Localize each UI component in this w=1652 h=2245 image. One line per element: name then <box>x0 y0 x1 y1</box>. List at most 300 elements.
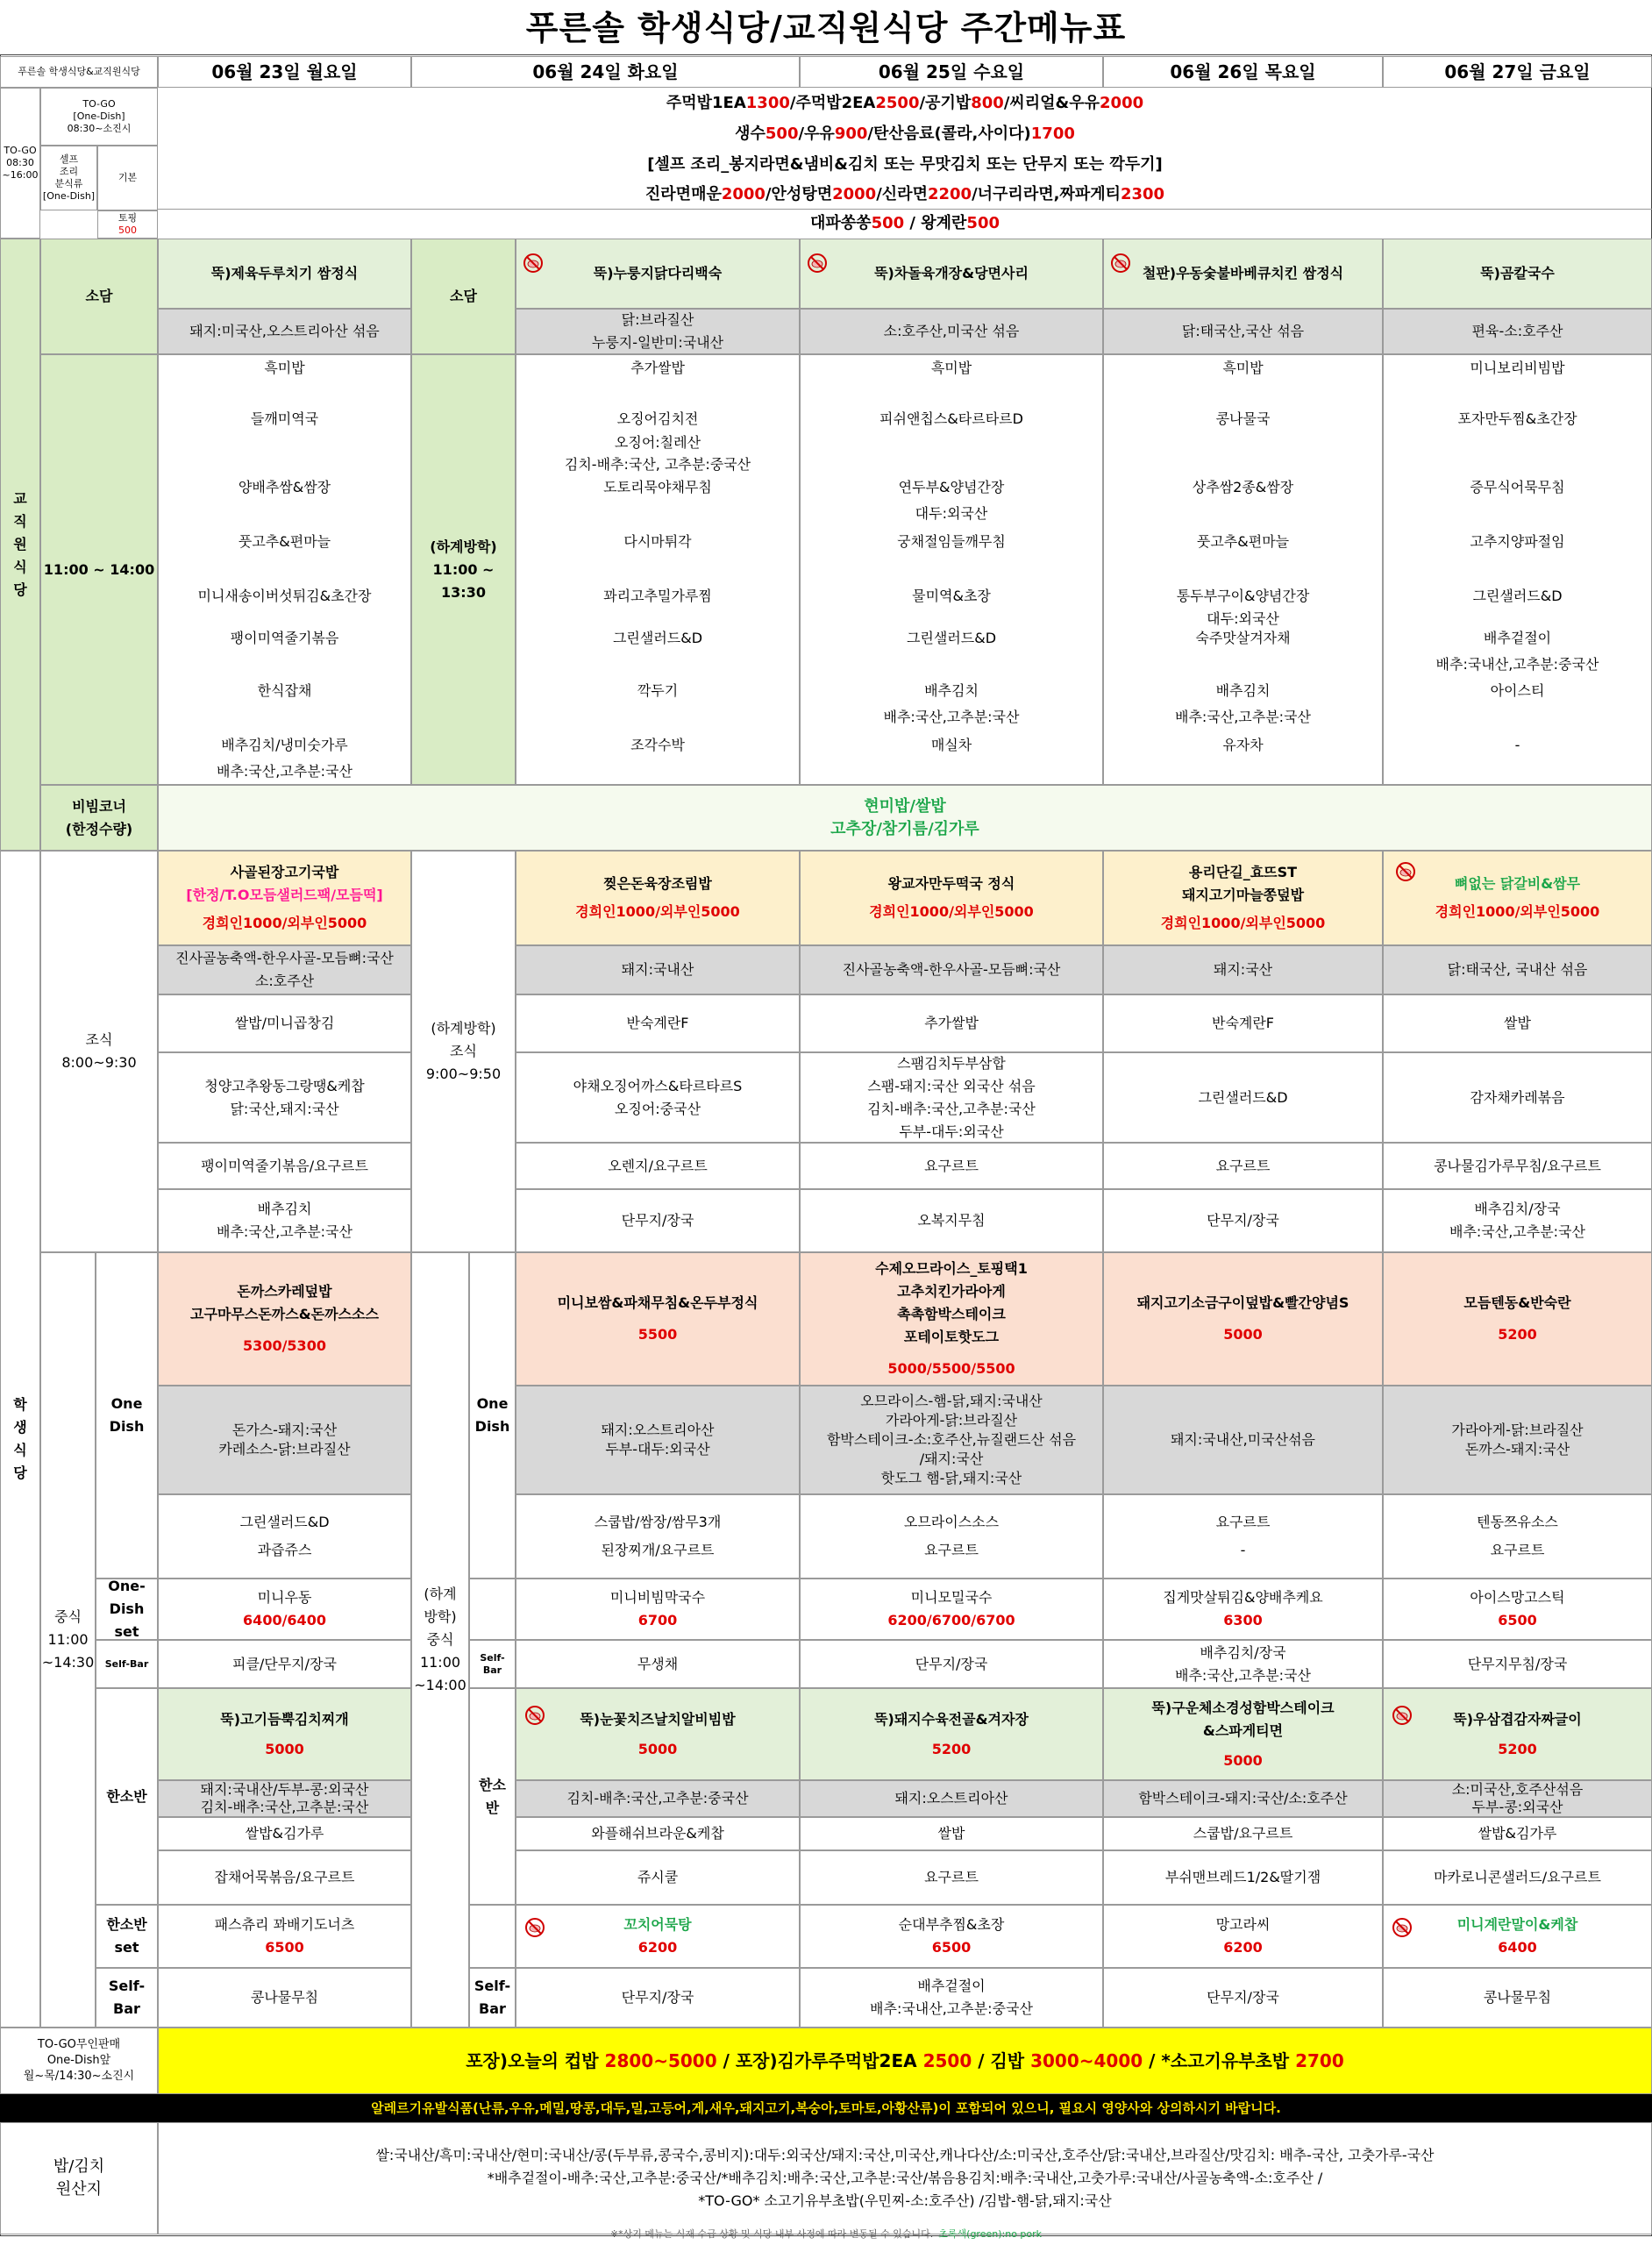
breakfast-item: 반숙계란F <box>1211 1015 1275 1031</box>
onedish-price: 5500 <box>637 1326 678 1343</box>
item-text: /공기밥 <box>919 94 972 112</box>
onedish-sides-2 <box>516 1494 800 1579</box>
no-pork-icon <box>523 253 544 274</box>
student-label-char: 당 <box>13 1465 27 1481</box>
bibim-label <box>40 785 158 851</box>
origin-note-line: *TO-GO* 소고기유부초밥(우민찌-소:호주산) /김밥-햄-닭,돼지:국산 <box>698 2192 1112 2209</box>
onedish-set-price: 6400/6400 <box>243 1612 326 1629</box>
sodam-text: 소담 <box>450 288 477 304</box>
lunch-label <box>40 1252 96 2028</box>
onedish-line: One <box>110 1395 143 1412</box>
bibim-line: 고추장/참기름/김가루 <box>830 819 979 838</box>
selfbar-item: 배추김치/장국 <box>1200 1643 1286 1661</box>
side-dish: 미니새송이버섯튀김&초간장 <box>197 588 372 604</box>
togo-onedish-line: 08:30~소진시 <box>67 123 132 134</box>
hansoban-r1-2 <box>516 1817 800 1850</box>
side-dish: 쌀밥&김가루 <box>1478 1825 1557 1842</box>
onedish-price: 5300/5300 <box>243 1337 326 1354</box>
sodam-text: 소담 <box>85 288 113 304</box>
side-dish: 도토리묵야채무침 <box>603 479 712 495</box>
footnote-text: ※*상기 메뉴는 식재 수급 상황 및 식당 내부 사정에 따라 변동될 수 있습니다. <box>609 2228 934 2240</box>
hansoban-set-price: 6500 <box>931 1939 972 1956</box>
origin-line: 돼지:오스트리아산 <box>894 1790 1008 1807</box>
side-dish: 추가쌀밥 <box>630 360 685 376</box>
student-label-char: 식 <box>13 1442 27 1458</box>
hansoban-set-name: 꼬치어묵탕 <box>623 1916 692 1933</box>
breakfast-r1-2 <box>516 994 800 1052</box>
breakfast-item: 쌀밥/미니곱창김 <box>234 1015 335 1031</box>
selfbar-text: Self-Bar <box>104 1657 149 1670</box>
breakfast-item: 김치-배추:국산,고추분:국산 <box>867 1100 1036 1117</box>
staff-label-char: 당 <box>13 581 27 598</box>
price-text: 2000 <box>721 184 765 203</box>
hs-selfbar-label <box>96 1968 158 2028</box>
origin-line: 돼지:미국산,오스트리아산 섞음 <box>189 323 380 339</box>
item-text: 포장)오늘의 컵밥 <box>466 2050 605 2071</box>
selfbar-label-2 <box>469 1640 516 1688</box>
origin-line: 닭:태국산,국산 섞음 <box>1181 323 1305 339</box>
breakfast-r1-4 <box>1103 994 1383 1052</box>
breakfast-r3-3 <box>800 1143 1103 1189</box>
hansoban-origin-1 <box>158 1780 411 1817</box>
togo-side-line: TO-GO <box>4 145 37 156</box>
no-pork-icon <box>1395 861 1416 882</box>
side-dish: 고추지양파절임 <box>1470 533 1565 550</box>
corner-text: 푸른솔 학생식당&교직원식당 <box>18 66 140 77</box>
price-text: 500 <box>871 214 905 232</box>
staff-label-char: 교 <box>13 490 27 507</box>
hansoban-main-5 <box>1383 1688 1652 1780</box>
staff-label-char: 식 <box>13 559 27 575</box>
side-dish: 부쉬맨브레드1/2&딸기잼 <box>1164 1869 1321 1885</box>
origin-line: /돼지:국산 <box>919 1450 984 1467</box>
item-text: / 포장)김가루주먹밥2EA <box>716 2050 923 2071</box>
origin-note-line: 쌀:국내산/흑미:국내산/현미:국내산/콩(두부류,콩국수,콩비지):대두:외국산/돼지:국산,미국산,캐나다산/소:미국산,호주산/닭:국내산,브라질산/맛김치: 배추-국산, 고춧가루-국산 <box>375 2147 1435 2163</box>
onedish-price: 5200 <box>1498 1326 1537 1343</box>
hansoban-origin-3 <box>800 1780 1103 1817</box>
day-header-5 <box>1383 56 1652 88</box>
selfbar-line: Bar <box>113 2000 140 2017</box>
origin-line: 닭:브라질산 <box>621 311 694 328</box>
breakfast-item: 팽이미역줄기볶음/요구르트 <box>201 1157 368 1174</box>
togo-onedish-line: TO-GO <box>82 98 116 110</box>
origin-line: 소:호주산,미국산 섞음 <box>883 323 1020 339</box>
divider <box>158 209 1652 210</box>
breakfast-r3-4 <box>1103 1143 1383 1189</box>
breakfast-vac-line: 9:00~9:50 <box>425 1065 502 1082</box>
hansoban-label-2 <box>469 1688 516 1905</box>
day-header-2 <box>411 56 800 88</box>
price-text: 2200 <box>927 184 972 203</box>
hs-selfbar-2 <box>516 1968 800 2028</box>
side-dish: 물미역&초장 <box>912 588 991 604</box>
onedish-set-3 <box>800 1579 1103 1640</box>
selfbar-item: 배추:국산,고추분:국산 <box>1175 1666 1311 1684</box>
hansoban-set-name: 패스츄리 꽈배기도너츠 <box>214 1916 355 1933</box>
onedish-line: Dish <box>109 1418 145 1435</box>
togo-line-4 <box>158 180 1652 209</box>
allergy-bar <box>0 2094 1652 2122</box>
side-dish: 잡채어묵볶음/요구르트 <box>214 1869 355 1885</box>
side-dish: 궁채절임들깨무침 <box>897 533 1006 550</box>
item-text: / 왕계란 <box>904 214 967 232</box>
side-dish: 쥬시쿨 <box>637 1869 679 1885</box>
price-text: 900 <box>834 125 868 143</box>
hansoban-r1-4 <box>1103 1817 1383 1850</box>
hansoban-set-5 <box>1383 1905 1652 1968</box>
side-dish: 마카로니콘샐러드/요구르트 <box>1434 1869 1601 1885</box>
breakfast-price: 경희인1000/외부인5000 <box>575 903 740 920</box>
onedish-set-line: set <box>114 1623 139 1640</box>
onedish-set-name: 집게맛살튀김&양배추케요 <box>1163 1589 1323 1606</box>
onedish-price: 5000 <box>1223 1326 1263 1343</box>
onedish-dish-line: 돈까스카레덮밥 <box>237 1283 332 1300</box>
staff-main-2 <box>516 239 800 309</box>
price-text: 500 <box>765 125 799 143</box>
hansoban-set-price: 6200 <box>637 1939 678 1956</box>
student-label-char: 학 <box>13 1396 27 1413</box>
side-dish: 풋고추&편마늘 <box>1196 533 1290 550</box>
staff-sodam-label <box>40 239 158 354</box>
onedish-main-3 <box>800 1252 1103 1386</box>
togo-unmanned-line: 월~목/14:30~소진시 <box>23 2070 135 2083</box>
student-label-char: 생 <box>13 1419 27 1436</box>
breakfast-price: 경희인1000/외부인5000 <box>1435 903 1600 920</box>
price-text: 800 <box>971 94 1004 112</box>
selfbar-item: 콩나물무침 <box>250 1989 319 2006</box>
origin-line: 핫도그 햄-닭,돼지:국산 <box>880 1470 1022 1486</box>
onedish-dish-line: 고추치킨가라아게 <box>897 1283 1006 1300</box>
breakfast-item: 닭:국산,돼지:국산 <box>230 1100 339 1117</box>
staff-origin-1 <box>158 309 411 354</box>
vac-time-line: (하계방학) <box>430 538 497 555</box>
togo-banner-line <box>466 2049 1344 2072</box>
side-dish: 한식잡채 <box>257 682 312 699</box>
hansoban-dish-line: 뚝)우삼겹감자짜글이 <box>1453 1710 1582 1728</box>
origin-line: 두부-대두:외국산 <box>605 1441 710 1457</box>
side-dish: 풋고추&편마늘 <box>238 533 331 550</box>
side-dish: 들깨미역국 <box>250 410 319 427</box>
selfbar-line: Self- <box>108 1978 146 1994</box>
togo-topping-label <box>97 210 158 239</box>
staff-origin-2 <box>516 309 800 354</box>
hansoban-dish-line: &스파게티면 <box>1202 1721 1284 1739</box>
side-dish: 그린샐러드&D <box>612 630 703 646</box>
hansoban-set-2 <box>516 1905 800 1968</box>
hansoban-r2-2 <box>516 1850 800 1905</box>
side-dish: 흑미밥 <box>264 360 305 376</box>
day-label: 06월 23일 월요일 <box>211 61 358 82</box>
hansoban-main-1 <box>158 1688 411 1780</box>
breakfast-item: 배추:국산,고추분:국산 <box>217 1223 352 1240</box>
no-pork-icon <box>1392 1917 1413 1938</box>
main-dish-name: 뚝)누룽지닭다리백숙 <box>593 265 723 282</box>
side-dish: 상추쌈2종&쌈장 <box>1192 479 1294 495</box>
breakfast-item: 배추김치/장국 <box>1474 1201 1561 1217</box>
breakfast-dish-line: 뼈없는 닭갈비&쌈무 <box>1454 875 1581 892</box>
breakfast-r4-4 <box>1103 1189 1383 1252</box>
no-pork-icon <box>1392 1705 1413 1726</box>
staff-label <box>0 239 40 851</box>
onedish-origin-1 <box>158 1386 411 1494</box>
origin-line: 돼지:국내산 <box>621 961 694 978</box>
onedish-price: 5000/5500/5500 <box>887 1360 1015 1377</box>
onedish-main-4 <box>1103 1252 1383 1386</box>
origin-line: 진사골농축액-한우사골-모듬뼈:국산 <box>842 961 1061 978</box>
hansoban-price: 5000 <box>265 1740 304 1757</box>
hansoban-price: 5200 <box>931 1740 972 1757</box>
onedish-dish-line: 미니보쌈&파채무침&온두부정식 <box>557 1294 758 1311</box>
side-dish: 요구르트 <box>1215 1514 1271 1530</box>
selfbar-item: 배추겉절이 <box>917 1978 986 1994</box>
onedish-set-5 <box>1383 1579 1652 1640</box>
lunch-label-line: 11:00 <box>47 1631 89 1648</box>
origin-line: 카레소스-닭:브라질산 <box>218 1441 351 1457</box>
side-dish: 김치-배추:국산, 고추분:중국산 <box>564 456 751 473</box>
togo-onedish-label <box>40 88 158 146</box>
togo-side-line: 08:30 <box>6 157 34 168</box>
onedish-set-line: Dish <box>109 1600 145 1617</box>
side-dish: 미니보리비빔밥 <box>1470 360 1565 376</box>
togo-line-5 <box>158 209 1652 239</box>
onedish-label <box>96 1252 158 1579</box>
breakfast-origin-2 <box>516 945 800 994</box>
side-dish: 숙주맛살겨자채 <box>1195 630 1291 646</box>
hansoban-origin-2 <box>516 1780 800 1817</box>
hansoban-r1-1 <box>158 1817 411 1850</box>
lunch-vac-line: 11:00 <box>419 1654 461 1671</box>
breakfast-item: 오렌지/요구르트 <box>608 1157 708 1174</box>
breakfast-r2-4 <box>1103 1052 1383 1143</box>
hansoban-dish-line: 뚝)눈꽃치즈날치알비빔밥 <box>580 1710 736 1728</box>
breakfast-r4-3 <box>800 1189 1103 1252</box>
item-text: /주먹밥2EA <box>789 94 876 112</box>
breakfast-item: 배추:국산,고추분:국산 <box>1449 1223 1585 1240</box>
breakfast-dish-line: 사골된장고기국밥 <box>230 864 339 880</box>
item-text: /안성탕면 <box>765 184 833 203</box>
togo-line-1 <box>158 88 1652 119</box>
onedish-main-2 <box>516 1252 800 1386</box>
breakfast-r1-5 <box>1383 994 1652 1052</box>
togo-line-3 <box>158 149 1652 180</box>
main-dish-name: 뚝)차돌육개장&당면사리 <box>874 265 1029 282</box>
origin-line: 함박스테이크-돼지:국산/소:호주산 <box>1138 1790 1348 1807</box>
hansoban-line: 한소 <box>479 1776 506 1793</box>
togo-self-line: [One-Dish] <box>42 190 96 202</box>
breakfast-dish-line: 찢은돈육장조림밥 <box>603 875 712 892</box>
breakfast-extra: [한정/T.O모듬샐러드팩/모듬떡] <box>186 887 383 903</box>
side-dish: 연두부&양념간장 <box>898 479 1005 495</box>
breakfast-r3-1 <box>158 1143 411 1189</box>
origin-line: 가라아게-닭:브라질산 <box>885 1412 1018 1429</box>
side-dish: 요구르트 <box>1490 1542 1545 1558</box>
hs-selfbar-5 <box>1383 1968 1652 2028</box>
selfbar-4 <box>1103 1640 1383 1688</box>
onedish-set-name: 미니비빔막국수 <box>609 1589 706 1606</box>
hansoban-label <box>96 1688 158 1905</box>
breakfast-item: 야채오징어까스&타르타르S <box>573 1077 743 1094</box>
side-dish: 텐동쯔유소스 <box>1477 1514 1558 1530</box>
breakfast-item: 청양고추왕동그랑땡&케찹 <box>204 1077 365 1094</box>
hansoban-set-name: 미니계란말이&케찹 <box>1456 1916 1578 1933</box>
onedish-set-4 <box>1103 1579 1383 1640</box>
staff-time: 11:00 ~ 14:00 <box>43 560 155 578</box>
main-dish-name: 철판)우동숯불바베큐치킨 쌈정식 <box>1142 265 1344 282</box>
origin-notes <box>158 2122 1652 2234</box>
price-text: 500 <box>966 214 1000 232</box>
hansoban-price: 5000 <box>1223 1751 1263 1769</box>
item-text: / *소고기유부초밥 <box>1143 2050 1296 2071</box>
onedish-origin-4 <box>1103 1386 1383 1494</box>
side-dish: 된장찌개/요구르트 <box>601 1542 715 1558</box>
item-text: /너구리라면,짜파게티 <box>972 184 1121 203</box>
togo-menu-line <box>810 212 1000 235</box>
side-dish: 스쿱밥/쌈장/쌈무3개 <box>594 1514 722 1530</box>
origin-line: 오므라이스-햄-닭,돼지:국내산 <box>860 1393 1043 1409</box>
side-dish: - <box>1240 1542 1246 1558</box>
togo-self-line: 분식류 <box>54 178 83 189</box>
breakfast-r3-5 <box>1383 1143 1652 1189</box>
student-label <box>0 851 40 2028</box>
price-text: 2500 <box>875 94 920 112</box>
breakfast-item: 쌀밥 <box>1504 1015 1531 1031</box>
selfbar-item: 배추:국내산,고추분:중국산 <box>870 2000 1033 2017</box>
breakfast-r4-1 <box>158 1189 411 1252</box>
togo-banner <box>158 2028 1652 2094</box>
togo-self-line: 조리 <box>59 166 79 177</box>
footnote-green: 초록색(green):no pork <box>938 2228 1043 2240</box>
blank-hs-set <box>469 1905 516 1968</box>
item-text: 진라면매운 <box>644 184 722 203</box>
price-text: 2300 <box>1120 184 1165 203</box>
togo-basic-text: 기본 <box>117 172 138 183</box>
selfbar-3 <box>800 1640 1103 1688</box>
day-header-3 <box>800 56 1103 88</box>
staff-label-char: 원 <box>13 536 27 552</box>
side-dish: 팽이미역줄기볶음 <box>230 630 339 646</box>
side-dish: 흑미밥 <box>930 360 972 376</box>
breakfast-r2-1 <box>158 1052 411 1143</box>
hs-selfbar-label-2 <box>469 1968 516 2028</box>
hansoban-set-price: 6500 <box>265 1939 304 1956</box>
breakfast-origin-3 <box>800 945 1103 994</box>
origin-line: 돼지:국내산/두부-콩:외국산 <box>200 1781 369 1798</box>
lunch-label-line: 중식 <box>54 1608 82 1625</box>
onedish-set-name: 미니우동 <box>257 1589 312 1606</box>
hansoban-r2-3 <box>800 1850 1103 1905</box>
origin-label-line: 밥/김치 <box>53 2157 105 2176</box>
side-dish: 유자차 <box>1222 737 1264 753</box>
breakfast-r4-5 <box>1383 1189 1652 1252</box>
onedish-dish-line: 촉촉함박스테이크 <box>897 1306 1006 1322</box>
onedish-origin-3 <box>800 1386 1103 1494</box>
origin-line: 닭:태국산, 국내산 섞음 <box>1447 961 1588 978</box>
hansoban-set-4 <box>1103 1905 1383 1968</box>
side-dish: 배추:국산,고추분:국산 <box>883 709 1020 725</box>
side-dish: 요구르트 <box>924 1542 979 1558</box>
side-dish: 꽈리고추밀가루찜 <box>603 588 712 604</box>
origin-line: 두부-콩:외국산 <box>1471 1799 1563 1815</box>
hansoban-main-4 <box>1103 1688 1383 1780</box>
origin-line: 편육-소:호주산 <box>1471 323 1563 339</box>
item-text: [셀프 조리_봉지라면&냄비&김치 또는 무맛김치 또는 단무지 또는 깍두기] <box>647 154 1163 174</box>
origin-line: 돼지:국내산,미국산섞음 <box>1170 1431 1316 1448</box>
breakfast-item: 오징어:중국산 <box>614 1100 701 1117</box>
staff-origin-5 <box>1383 309 1652 354</box>
item-text: /우유 <box>798 125 835 143</box>
togo-self-label <box>40 146 97 210</box>
onedish-set-1 <box>158 1579 411 1640</box>
side-dish: 매실차 <box>930 737 972 753</box>
togo-onedish-line: [One-Dish] <box>73 110 125 122</box>
lunch-vac-line: 방학) <box>424 1608 457 1625</box>
side-dish: 배추:국산,고추분:국산 <box>217 763 352 780</box>
hansoban-line: 반 <box>485 1799 500 1816</box>
item-text: 생수 <box>735 125 765 143</box>
onedish-set-line: One- <box>108 1578 146 1594</box>
selfbar-line: Self- <box>480 1651 505 1664</box>
item-text: 대파쏭쏭 <box>810 214 872 232</box>
side-dish: 깍두기 <box>637 682 679 699</box>
side-dish: 다시마튀각 <box>623 533 692 550</box>
selfbar-label <box>96 1640 158 1688</box>
breakfast-item: 요구르트 <box>1215 1157 1271 1174</box>
side-dish: 조각수박 <box>630 737 685 753</box>
side-dish: 오징어김치전 <box>616 410 699 427</box>
hansoban-dish-line: 뚝)돼지수육전골&겨자장 <box>874 1710 1029 1728</box>
selfbar-item: 무생채 <box>637 1655 679 1672</box>
togo-line-2 <box>158 119 1652 149</box>
onedish-dish-line: 돼지고기소금구이덮밥&빨간양념S <box>1136 1294 1349 1311</box>
side-dish: 흑미밥 <box>1222 360 1264 376</box>
origin-note-line: *배추겉절이-배추:국산,고추분:중국산/*배추김치:배추:국산,고추분:국산/볶음용김치:배추:국내산,고춧가루:국내산/사골농축액-소:호주산 / <box>487 2170 1323 2186</box>
no-pork-icon <box>1110 253 1131 274</box>
breakfast-item: 두부-대두:외국산 <box>899 1122 1004 1140</box>
onedish-sides-5 <box>1383 1494 1652 1579</box>
price-text: 1300 <box>745 94 790 112</box>
side-dish: 배추김치 <box>1215 682 1271 699</box>
togo-side-label <box>0 88 40 239</box>
side-dish: 배추겉절이 <box>1483 630 1552 646</box>
day-label: 06월 27일 금요일 <box>1444 61 1591 82</box>
allergy-text: 알레르기유발식품(난류,우유,메밀,땅콩,대두,밀,고등어,게,새우,돼지고기,복숭아,토마토,아황산류)이 포함되어 있으니, 필요시 영양사와 상의하시기 바랍니다. <box>371 2100 1281 2116</box>
hansoban-r2-1 <box>158 1850 411 1905</box>
togo-unmanned-label <box>0 2028 158 2094</box>
togo-unmanned-line: One-Dish앞 <box>46 2054 111 2067</box>
bibim-line: 현미밥/쌀밥 <box>864 796 946 816</box>
breakfast-item: 반숙계란F <box>626 1015 689 1031</box>
breakfast-r3-2 <box>516 1143 800 1189</box>
breakfast-r2-3 <box>800 1052 1103 1143</box>
breakfast-item: 오복지무침 <box>917 1212 986 1229</box>
breakfast-item: 단무지/장국 <box>621 1212 694 1229</box>
onedish-set-2 <box>516 1579 800 1640</box>
hansoban-r1-3 <box>800 1817 1103 1850</box>
selfbar-1 <box>158 1640 411 1688</box>
selfbar-2 <box>516 1640 800 1688</box>
side-dish: 배추:국산,고추분:국산 <box>1175 709 1311 725</box>
breakfast-label-line: 조식 <box>85 1031 113 1048</box>
price-text: 2000 <box>1100 94 1144 112</box>
staff-origin-3 <box>800 309 1103 354</box>
hansoban-r1-5 <box>1383 1817 1652 1850</box>
side-dish: 과즙쥬스 <box>257 1542 312 1558</box>
breakfast-item: 배추김치 <box>257 1201 312 1217</box>
side-dish: 양배추쌈&쌈장 <box>238 479 331 495</box>
origin-line: 김치-배추:국산,고추분:국산 <box>200 1799 369 1815</box>
breakfast-main-3 <box>800 851 1103 945</box>
origin-line: 가라아게-닭:브라질산 <box>1451 1422 1584 1438</box>
